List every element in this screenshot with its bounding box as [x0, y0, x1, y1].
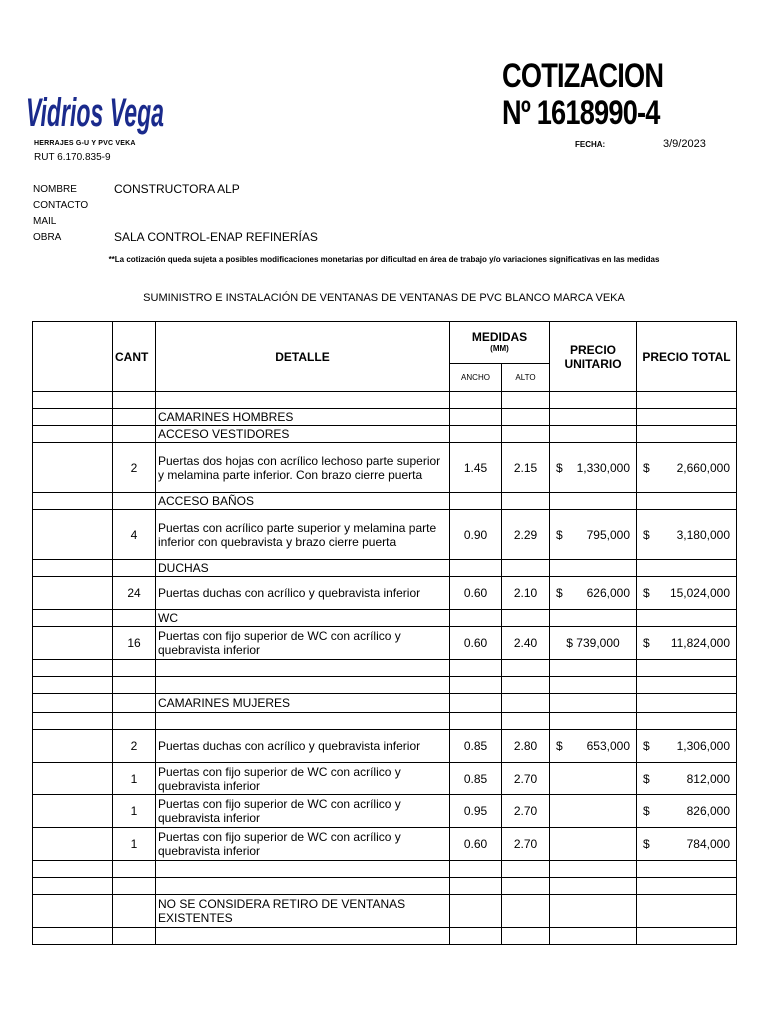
precio-unitario-value: 626,000: [586, 586, 630, 600]
cell-ancho: [450, 560, 502, 577]
cell-blank: [33, 493, 113, 510]
header-precio-total: PRECIO TOTAL: [637, 322, 737, 392]
cell-cant: [113, 713, 156, 730]
cell-precio-unitario: [550, 878, 637, 895]
cell-alto: [502, 610, 550, 627]
cell-detalle: Puertas con fijo superior de WC con acrílico y quebravista inferior: [156, 828, 450, 861]
precio-total-value: 2,660,000: [676, 460, 730, 475]
table-row: [33, 730, 737, 763]
cell-ancho: [450, 610, 502, 627]
contacto-label: CONTACTO: [33, 200, 89, 211]
table-row: [33, 610, 737, 627]
cell-detalle: CAMARINES MUJERES: [156, 694, 450, 713]
disclaimer-note: **La cotización queda sujeta a posibles modificaciones monetarias por dificultad en área de trabajo y/o variaciones significativas en las medidas: [108, 255, 660, 264]
cell-blank: [33, 828, 113, 861]
obra-value: SALA CONTROL-ENAP REFINERÍAS: [114, 230, 318, 244]
cell-blank: [33, 694, 113, 713]
currency-symbol: $: [643, 771, 650, 786]
cell-ancho: [450, 426, 502, 443]
cell-blank: [33, 510, 113, 560]
cell-cant: 1: [113, 763, 156, 795]
cell-precio-total: [637, 510, 737, 560]
cell-precio-total: [637, 560, 737, 577]
cell-detalle: Puertas con acrílico parte superior y melamina parte inferior con quebravista y brazo cierre puerta: [156, 510, 450, 560]
table-row: [33, 928, 737, 945]
cell-precio-unitario: [550, 795, 637, 828]
cell-detalle: Puertas con fijo superior de WC con acrílico y quebravista inferior: [156, 627, 450, 660]
cell-precio-total: [637, 713, 737, 730]
cell-alto: 2.10: [502, 577, 550, 610]
precio-total-value: 1,306,000: [676, 739, 730, 753]
table-row: [33, 493, 737, 510]
currency-symbol: $: [643, 460, 650, 475]
cell-detalle: Puertas con fijo superior de WC con acrílico y quebravista inferior: [156, 795, 450, 828]
cell-alto: [502, 392, 550, 409]
table-row: [33, 795, 737, 828]
cell-alto: [502, 861, 550, 878]
cell-precio-total: [637, 795, 737, 828]
table-row: [33, 409, 737, 426]
cell-detalle: ACCESO VESTIDORES: [156, 426, 450, 443]
currency-symbol: $: [556, 586, 563, 600]
cell-precio-total: [637, 426, 737, 443]
cell-alto: 2.15: [502, 443, 550, 493]
cell-detalle: [156, 660, 450, 677]
table-row: [33, 694, 737, 713]
cell-detalle: [156, 878, 450, 895]
table-row: [33, 861, 737, 878]
cell-precio-unitario: [550, 677, 637, 694]
precio-unitario-value: 795,000: [586, 527, 630, 542]
cell-alto: [502, 928, 550, 945]
cell-alto: [502, 713, 550, 730]
cell-alto: 2.70: [502, 795, 550, 828]
precio-unitario-value: 1,330,000: [576, 460, 630, 475]
cell-alto: 2.70: [502, 763, 550, 795]
cell-ancho: 0.60: [450, 627, 502, 660]
cell-detalle: Puertas con fijo superior de WC con acrílico y quebravista inferior: [156, 763, 450, 795]
cell-detalle: [156, 928, 450, 945]
cell-ancho: [450, 493, 502, 510]
cell-blank: [33, 443, 113, 493]
cell-cant: [113, 895, 156, 928]
currency-symbol: $: [643, 527, 650, 542]
cell-cant: 16: [113, 627, 156, 660]
cell-alto: 2.80: [502, 730, 550, 763]
cell-ancho: 0.60: [450, 577, 502, 610]
cell-blank: [33, 426, 113, 443]
cell-cant: [113, 677, 156, 694]
cell-precio-unitario: [550, 443, 637, 493]
cell-cant: [113, 493, 156, 510]
cell-precio-unitario: [550, 828, 637, 861]
nombre-label: NOMBRE: [33, 184, 77, 195]
header-ancho: ANCHO: [450, 364, 502, 392]
cell-precio-total: [637, 660, 737, 677]
cell-detalle: DUCHAS: [156, 560, 450, 577]
cell-blank: [33, 627, 113, 660]
cell-blank: [33, 677, 113, 694]
cell-blank: [33, 795, 113, 828]
table-row: [33, 763, 737, 795]
cell-blank: [33, 610, 113, 627]
cell-precio-total: [637, 627, 737, 660]
table-row: [33, 560, 737, 577]
cell-precio-unitario: [550, 895, 637, 928]
cell-ancho: [450, 928, 502, 945]
header-cant: CANT: [113, 322, 156, 392]
currency-symbol: $: [643, 636, 650, 650]
fecha-value: 3/9/2023: [663, 138, 706, 150]
cell-ancho: 0.60: [450, 828, 502, 861]
cell-ancho: [450, 677, 502, 694]
table-row: [33, 828, 737, 861]
mail-label: MAIL: [33, 216, 57, 227]
currency-symbol: $: [643, 586, 650, 600]
cell-precio-unitario: [550, 577, 637, 610]
cell-blank: [33, 392, 113, 409]
cell-precio-total: [637, 828, 737, 861]
cell-precio-total: [637, 493, 737, 510]
table-row: [33, 895, 737, 928]
header-alto: ALTO: [502, 364, 550, 392]
currency-symbol: $: [643, 739, 650, 753]
cell-alto: 2.40: [502, 627, 550, 660]
cell-alto: [502, 493, 550, 510]
header-detalle: DETALLE: [156, 322, 450, 392]
cell-precio-unitario: [550, 694, 637, 713]
table-row: [33, 392, 737, 409]
header-precio-unitario: PRECIO UNITARIO: [550, 322, 637, 392]
cell-cant: [113, 560, 156, 577]
table-row: [33, 627, 737, 660]
cell-precio-unitario: [550, 409, 637, 426]
cell-blank: [33, 409, 113, 426]
cell-blank: [33, 730, 113, 763]
cell-blank: [33, 713, 113, 730]
cell-alto: [502, 409, 550, 426]
precio-unitario-value: 653,000: [586, 739, 630, 753]
cell-alto: 2.70: [502, 828, 550, 861]
cell-precio-total: [637, 443, 737, 493]
cell-blank: [33, 577, 113, 610]
cell-blank: [33, 763, 113, 795]
currency-symbol: $: [643, 804, 650, 818]
cell-blank: [33, 895, 113, 928]
cell-ancho: 0.95: [450, 795, 502, 828]
precio-total-value: 15,024,000: [669, 586, 730, 600]
fecha-label: FECHA:: [575, 140, 606, 149]
cell-cant: [113, 426, 156, 443]
cell-detalle: [156, 713, 450, 730]
precio-unitario-value: $ 739,000: [566, 636, 620, 650]
cell-detalle: NO SE CONSIDERA RETIRO DE VENTANAS EXISTENTES: [156, 895, 450, 928]
header-blank: [33, 322, 113, 392]
cell-ancho: [450, 861, 502, 878]
cell-ancho: 0.90: [450, 510, 502, 560]
cell-detalle: [156, 392, 450, 409]
table-row: [33, 677, 737, 694]
cell-precio-total: [637, 763, 737, 795]
cell-detalle: [156, 861, 450, 878]
table-row: [33, 660, 737, 677]
cell-precio-total: [637, 928, 737, 945]
cell-ancho: [450, 713, 502, 730]
cell-precio-total: [637, 677, 737, 694]
cell-detalle: Puertas dos hojas con acrílico lechoso parte superior y melamina parte inferior. Con brazo cierre puerta: [156, 443, 450, 493]
cell-alto: [502, 560, 550, 577]
cell-ancho: [450, 878, 502, 895]
cell-cant: [113, 928, 156, 945]
cell-ancho: 1.45: [450, 443, 502, 493]
cell-blank: [33, 660, 113, 677]
quote-number: Nº 1618990-4: [502, 94, 660, 132]
cell-alto: [502, 677, 550, 694]
cell-alto: [502, 660, 550, 677]
precio-total-value: 812,000: [686, 771, 730, 786]
cell-cant: [113, 610, 156, 627]
header-medidas-label: MEDIDAS: [471, 329, 528, 344]
cell-precio-total: [637, 878, 737, 895]
table-row: [33, 510, 737, 560]
cell-detalle: Puertas duchas con acrílico y quebravista inferior: [156, 577, 450, 610]
section-heading: SUMINISTRO E INSTALACIÓN DE VENTANAS DE VENTANAS DE PVC BLANCO MARCA VEKA: [143, 292, 625, 304]
cell-precio-unitario: [550, 610, 637, 627]
currency-symbol: $: [556, 527, 563, 542]
cell-precio-total: [637, 610, 737, 627]
cell-blank: [33, 560, 113, 577]
cell-blank: [33, 861, 113, 878]
cell-precio-total: [637, 861, 737, 878]
cell-precio-unitario: [550, 730, 637, 763]
cell-ancho: [450, 694, 502, 713]
cell-precio-total: [637, 694, 737, 713]
cell-ancho: 0.85: [450, 730, 502, 763]
cell-ancho: [450, 660, 502, 677]
cell-detalle: ACCESO BAÑOS: [156, 493, 450, 510]
cell-detalle: WC: [156, 610, 450, 627]
table-row: [33, 443, 737, 493]
cell-cant: 24: [113, 577, 156, 610]
cell-precio-unitario: [550, 560, 637, 577]
table-row: [33, 577, 737, 610]
cell-detalle: CAMARINES HOMBRES: [156, 409, 450, 426]
precio-total-value: 11,824,000: [670, 636, 730, 650]
cell-detalle: [156, 677, 450, 694]
cell-precio-total: [637, 895, 737, 928]
obra-label: OBRA: [33, 232, 62, 243]
cell-precio-total: [637, 392, 737, 409]
cell-cant: [113, 878, 156, 895]
company-subtitle: HERRAJES G-U Y PVC VEKA: [34, 140, 136, 147]
cell-cant: 4: [113, 510, 156, 560]
cell-cant: [113, 392, 156, 409]
company-rut: RUT 6.170.835-9: [34, 152, 111, 163]
cell-cant: [113, 694, 156, 713]
cell-detalle: Puertas duchas con acrílico y quebravista inferior: [156, 730, 450, 763]
table-row: [33, 878, 737, 895]
cell-precio-unitario: [550, 763, 637, 795]
company-logo: [26, 64, 166, 144]
cell-precio-unitario: [550, 510, 637, 560]
cell-precio-unitario: [550, 392, 637, 409]
cell-precio-total: [637, 730, 737, 763]
table-row: [33, 426, 737, 443]
currency-symbol: $: [556, 739, 563, 753]
logo-text: Vidrios Vega: [26, 91, 164, 135]
cell-ancho: 0.85: [450, 763, 502, 795]
cell-cant: 1: [113, 828, 156, 861]
cell-cant: [113, 660, 156, 677]
cell-alto: 2.29: [502, 510, 550, 560]
quote-table: [32, 321, 737, 945]
cell-ancho: [450, 895, 502, 928]
cell-precio-unitario: [550, 713, 637, 730]
currency-symbol: $: [556, 460, 563, 475]
cell-cant: 1: [113, 795, 156, 828]
cell-precio-total: [637, 409, 737, 426]
precio-total-value: 826,000: [686, 804, 730, 818]
cell-ancho: [450, 409, 502, 426]
table-row: [33, 713, 737, 730]
cell-cant: 2: [113, 443, 156, 493]
cell-precio-unitario: [550, 660, 637, 677]
cell-precio-unitario: [550, 928, 637, 945]
cell-alto: [502, 878, 550, 895]
cell-blank: [33, 928, 113, 945]
precio-total-value: 784,000: [686, 837, 730, 851]
header-mm-label: (MM): [490, 343, 509, 353]
quote-title: COTIZACION: [502, 57, 664, 95]
cell-precio-unitario: [550, 627, 637, 660]
cell-cant: 2: [113, 730, 156, 763]
cell-alto: [502, 895, 550, 928]
cell-alto: [502, 426, 550, 443]
precio-total-value: 3,180,000: [676, 527, 730, 542]
cell-blank: [33, 878, 113, 895]
cell-precio-total: [637, 577, 737, 610]
cell-cant: [113, 861, 156, 878]
cell-precio-unitario: [550, 493, 637, 510]
header-medidas: [450, 322, 550, 364]
cell-precio-unitario: [550, 861, 637, 878]
cell-alto: [502, 694, 550, 713]
currency-symbol: $: [643, 837, 650, 851]
cell-precio-unitario: [550, 426, 637, 443]
cell-cant: [113, 409, 156, 426]
cell-ancho: [450, 392, 502, 409]
nombre-value: CONSTRUCTORA ALP: [114, 182, 240, 196]
